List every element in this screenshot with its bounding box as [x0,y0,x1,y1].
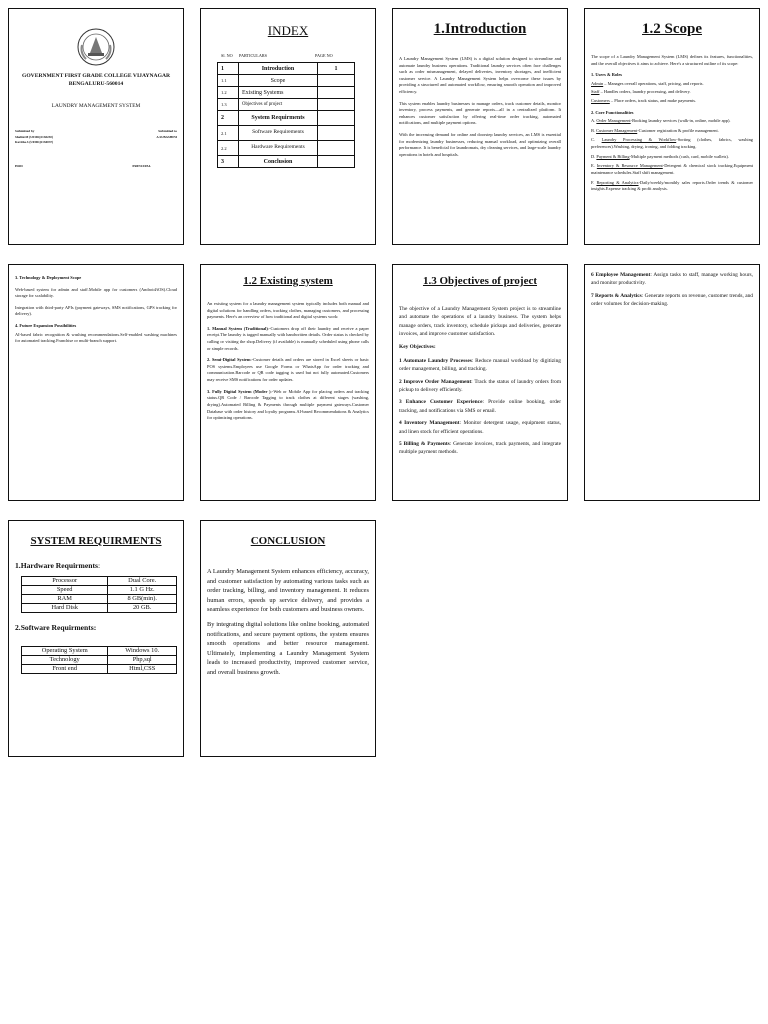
list-item [399,378,561,395]
list-item [591,271,753,288]
term: Admin [591,80,604,86]
sno-cell: 3 [218,156,239,168]
index-table [217,62,355,168]
list-item: C. Laundry Processing & Workflow-Sorting (clothes, fabrics, washing preferences).Washing, drying, ironing, and folding tracking. [591,137,753,150]
page-title: 1.2 Existing system [243,275,333,287]
page-header: PAGE NO [315,53,333,58]
paragraph [207,389,369,422]
table-row [22,647,177,656]
definition: : Reduce manual workload by digitizing order management, billing, and tracking. [399,357,561,373]
page-cell: 1 [318,63,355,75]
term: 5 Billing & Payments [399,440,450,447]
paragraph: The objective of a Laundry Management System project is to streamline and automate the operations of a laundry business. The system helps manage orders, track inventory, schedule pickups and deliveries, generate invoices, and improve customer satisfaction. [399,306,561,338]
project-title: LAUNDRY MANAGEMENT SYSTEM [51,103,141,109]
spec-value: Windows 10. [108,647,177,656]
particulars-cell: Conclusion [239,156,318,168]
spec-value: 8 GB(min). [108,595,177,604]
particulars-cell: Existing Systems [239,87,318,99]
definition: : Track the status of laundry orders from pickup to delivery efficiently. [399,378,562,393]
hardware-table [21,576,177,613]
paragraph: Web-based system for admin and staff.Mobile app for customers (Android/iOS).Cloud storage for scalability. [15,286,177,299]
term: Reporting & Analytics [596,179,639,185]
sno-cell: 2 [218,111,239,126]
section-heading: 2. Core Functionalities [591,109,634,115]
paragraph: An existing system for a laundry management system typically includes both manual and digital solutions for handling orders, tracking clothes, managing customers, and processing payments. Here's an overview of how traditional and digital systems work: [207,301,369,320]
guide-name: A.SUBASHINI [156,135,177,139]
page-cell [318,141,355,156]
sno-cell: 1 [218,63,239,75]
principal-label: PRINCIPAL [132,163,151,168]
hardware-heading-colon: : [97,561,101,570]
term: 2 Improve Order Management [399,378,472,385]
submission-header [15,129,177,133]
definition: : Assign tasks to staff, manage working hours, and monitor productivity. [591,272,754,287]
spec-name: Hard Disk [22,604,108,613]
software-table [21,646,177,674]
sno-header: Sl. NO [221,53,233,58]
table-row [218,87,355,99]
page-cell [318,87,355,99]
term: 3 Enhance Customer Experience [399,399,483,406]
submitted-to-label: Submitted to [158,129,177,133]
term: Customers [591,98,610,104]
table-row [22,577,177,586]
table-row [22,656,177,665]
spec-name: Speed [22,586,108,595]
definition: – Manages overall operations, staff, pricing, and reports. [603,80,704,86]
list-item: D. Payment & Billing-Multiple payment methods (cash, card, mobile wallets). [591,153,729,159]
definition: -Detergent & chemical stock tracking.Equipment maintenance schedules.Staff shift management. [591,163,753,175]
definition: : Provide online booking, order tracking, and notifications via SMS or email. [399,399,561,414]
list-item [591,292,753,309]
paragraph: A Laundry Management System (LMS) is a digital solution designed to streamline and automate laundry business operations. Traditional laundry services often face challenges such as order mismanagement, delayed deliveries, inventory shortages, and inefficient customer service. A Laundry Management System helps overcome these issues by providing a structured and automated workflow, ensuring smooth operation and improved efficiency. [399,56,561,95]
table-row [218,63,355,75]
term: Payment & Billing [596,153,630,159]
index-title: INDEX [267,23,309,38]
technology-page [8,264,184,501]
term: Staff [591,89,600,95]
existing-system-page [200,264,376,501]
student-name: Kavitha.S (U03DQ21S0037) [15,140,54,145]
list-item [399,398,561,415]
students [15,135,53,146]
list-item [399,357,561,374]
sno-cell: 1.2 [218,87,239,99]
cover-page [8,8,184,245]
page-title: CONCLUSION [250,535,326,547]
spec-name: Operating System [22,647,108,656]
definition: :-Customers drop off their laundry and receive a paper receipt.The laundry is tagged manually with handwritten details. Order status is checked by calling or visiting the shop.Delivery (if available) is manually scheduled using phone calls or simple records. [207,325,369,351]
table-row [218,99,355,111]
spec-name: Technology [22,656,108,665]
list-item: F. Reporting & Analytics-Daily/weekly/monthly sales reports.Order trends & customer insights.Expense tracking & profit analysis. [591,179,753,192]
index-page [200,8,376,245]
hod-label: HOD [15,163,23,168]
hardware-heading [15,561,177,570]
particulars-header: PARTICULARS [239,53,267,58]
term: 6 Employee Management [591,272,651,278]
particulars-cell: Hardware Requirements [239,141,318,156]
page-title: 1.2 Scope [642,21,702,37]
page-cell [318,111,355,126]
sno-cell: 1.3 [218,99,239,111]
particulars-cell: Introduction [239,63,318,75]
definition: -Sorting (clothes, fabrics, washing preferences).Washing, drying, ironing, and folding tracking. [591,137,753,150]
table-row [22,665,177,674]
paragraph: Integration with third-party APIs (payment gateways, SMS notifications, GPS tracking for delivery). [15,304,177,317]
section-heading: 1. Users & Roles [591,72,622,78]
particulars-cell: System Requirments [239,111,318,126]
paragraph [207,326,369,352]
definition: -Customer registration & profile management. [637,127,719,133]
list-item [591,81,753,88]
term: Customer Management [596,127,638,133]
table-row [218,156,355,168]
hardware-heading-label: 1.Hardware Requirments [15,561,98,570]
sno-cell: 1.1 [218,75,239,87]
definition: : Generate invoices, track payments, and integrate multiple payment methods. [399,440,561,456]
signature-row [15,164,177,168]
college-name: GOVERNMENT FIRST GRADE COLLEGE VIJAYNAGAR [21,73,171,79]
term: Order Management [596,118,631,124]
definition: -Multiple payment methods (cash, card, mobile wallets). [629,153,729,159]
table-row [218,111,355,126]
page-cell [318,99,355,111]
spec-value: Php,sql [108,656,177,665]
table-row [218,126,355,141]
list-item [399,419,561,436]
spec-value: Html,CSS [108,665,177,674]
definition: : Monitor detergent usage, equipment status, and linen stock for efficient operations. [399,420,561,435]
paragraph: A Laundry Management System enhances efficiency, accuracy, and customer satisfaction by automating various tasks such as order tracking, billing, and inventory management. It reduces human errors, speeds up service delivery, and provides a seamless experience for both customers and business owners. [207,568,369,614]
submission-names [15,135,177,146]
table-row [218,141,355,156]
term: 1. Manual System (Traditional) [207,325,268,331]
introduction-page [392,8,568,245]
page-title: SYSTEM REQUIRMENTS [30,535,162,547]
page-title: 1.3 Objectives of project [422,275,538,287]
spec-value: 1.1 G Hz. [108,586,177,595]
particulars-cell: Software Requirements [239,126,318,141]
table-row [22,604,177,613]
table-row [218,75,355,87]
student-name: Shalini.M (U03DQ21S0230) [15,135,53,139]
college-emblem-icon [76,27,116,67]
list-item: E. Inventory & Resource Management-Detergent & chemical stock tracking.Equipment maintenance schedules.Staff shift management. [591,163,753,175]
particulars-cell: Objectives of project [239,99,318,111]
scope-page [584,8,760,245]
sno-cell: 2.2 [218,141,239,156]
paragraph: By integrating digital solutions like online booking, automated notifications, and secure payment options, the system ensures smooth operations and better resource management. Ultimately, implementing a Laundry Management System leads to increased productivity, improved customer service, and overall business growth. [207,621,369,677]
table-row [22,586,177,595]
paragraph: AI-based fabric recognition & washing recommendations.Self-enabled washing machines for automated tracking.Franchise or multi-branch support. [15,331,177,344]
definition: :-Web or Mobile App for placing orders and tracking status.QR Code / Barcode Tagging to track clothes at different stages (washing, drying).Automated Billing & Payments through multiple payment gateways.Customer Database with order history and loyalty programs.AI-based Recommendations & Analytics for optimizing operations. [207,388,369,421]
section-heading: Key Objectives: [399,343,436,350]
list-item: A. Order Management-Booking laundry services (walk-in, online, mobile app). [591,118,731,124]
definition: -Booking laundry services (walk-in, online, mobile app). [630,118,731,124]
table-row [22,595,177,604]
objectives-continued-page [584,264,760,501]
term: 4 Inventory Management [399,420,460,427]
term: 7 Reports & Analytics [591,292,642,299]
definition: – Handles orders, laundry processing, and delivery. [599,89,691,95]
college-city: BENGALURU-560014 [68,81,124,87]
page-title: 1.Introduction [433,21,527,37]
software-heading: 2.Software Requirments: [15,623,97,632]
spec-name: RAM [22,595,108,604]
list-item [399,440,561,457]
spec-value: 20 GB. [108,604,177,613]
term: 1 Automate Laundry Processes [399,357,472,364]
definition: :-Customer details and orders are stored in Excel sheets or basic POS systems.Employees use Google Forms or WhatsApp for order tracking and communication.Barcode or QR code tagging is used but not fully automated.Customers may receive SMS notifications for order updates. [207,357,369,383]
list-item: B. Customer Management-Customer registration & profile management. [591,127,719,133]
section-heading: 4. Future Expansion Possibilities [15,323,77,329]
page-cell [318,156,355,168]
conclusion-page [200,520,376,757]
term: 3. Fully Digital System (Moder ) [207,388,271,394]
definition: : Generate reports on revenue, customer trends, and order volumes for decision-making. [591,292,753,308]
objectives-page [392,264,568,501]
particulars-cell: Scope [239,75,318,87]
term: Inventory & Resource Management [596,163,663,169]
index-header [221,53,369,58]
paragraph: The scope of a Laundry Management System (LMS) defines its features, functionalities, and the overall objectives it aims to achieve. Here's a structured outline of its scope: [591,54,753,66]
section-heading: 3. Technology & Deployment Scope [15,275,82,280]
list-item [591,98,753,105]
sno-cell: 2.1 [218,126,239,141]
submitted-by-label: Submitted by [15,129,35,133]
list-item [591,89,753,96]
paragraph [207,357,369,383]
paragraph: This system enables laundry businesses to manage orders, track customer details, monitor inventory, process payments, and generate reports—all in a centralized platform. It enhances customer satisfaction by offering real-time order tracking, automated notifications, and multiple payment options. [399,100,561,126]
term: 2. Semi-Digital System [207,357,251,363]
spec-name: Front end [22,665,108,674]
requirements-page [8,520,184,757]
definition: -Daily/weekly/monthly sales reports.Order trends & customer insights.Expense tracking & profit analysis. [591,179,753,192]
page-cell [318,75,355,87]
page-cell [318,126,355,141]
term: Laundry Processing & Workflow [601,137,677,143]
definition: – Place orders, track status, and make payments. [609,98,696,104]
spec-name: Processor [22,577,108,586]
spec-value: Dual Core. [108,577,177,586]
paragraph: With the increasing demand for online and doorstep laundry services, an LMS is essential for modernizing laundry businesses, reducing manual workload, and optimizing overall performance. It is beneficial for laundromats, dry cleaning services, and large-scale laundry operations in hotels and hospitals. [399,132,561,157]
